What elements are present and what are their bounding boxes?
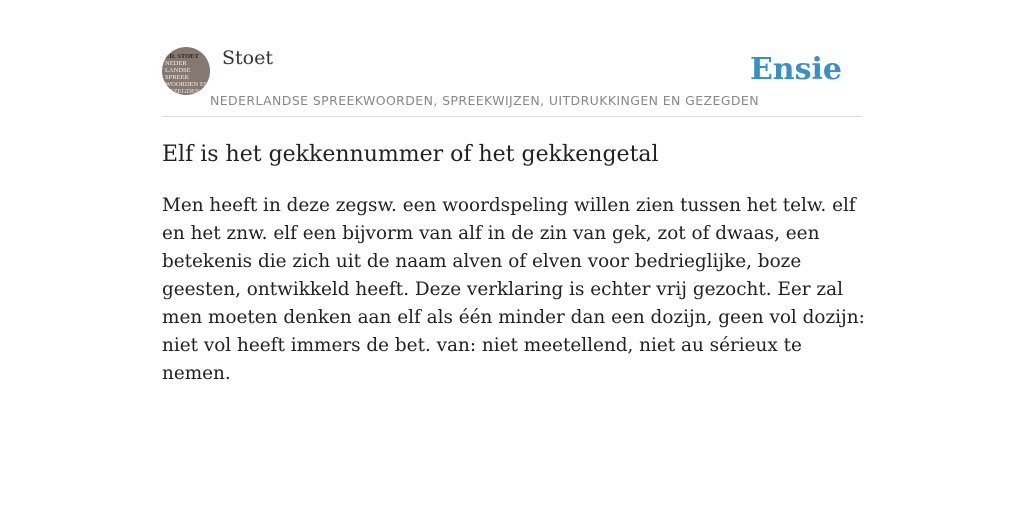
avatar-book-cover: [165, 53, 209, 95]
source-name-link[interactable]: Stoet: [222, 47, 273, 69]
entry-title: Elf is het gekkennummer of het gekkengetal: [162, 142, 659, 167]
brand-logo-link[interactable]: Ensie: [749, 52, 842, 87]
avatar-cover-author: ED. STOET: [165, 53, 199, 60]
source-header: [162, 46, 862, 117]
entry-body: Men heeft in deze zegsw. een woordspeling willen zien tussen het telw. elf en het znw. elf een bijvorm van alf in de zin van gek, zot of dwaas, een betekenis die zich uit de naam alven of elven voor bedrieglijke, boze geesten, ontwikkeld heeft. Deze verklaring is echter vrij gezocht. Eer zal men moeten denken aan elf als één minder dan een dozijn, geen vol dozijn: niet vol heeft immers de bet. van: niet meetellend, niet au sérieux te nemen.: [162, 195, 865, 384]
source-subtitle: NEDERLANDSE SPREEKWOORDEN, SPREEKWIJZEN, UITDRUKKINGEN EN GEZEGDEN: [210, 93, 759, 108]
avatar-cover-title: NEDER LANDSE SPREEK WOORDEN EN GEZEGDEN: [165, 60, 209, 95]
source-avatar[interactable]: [162, 47, 210, 95]
